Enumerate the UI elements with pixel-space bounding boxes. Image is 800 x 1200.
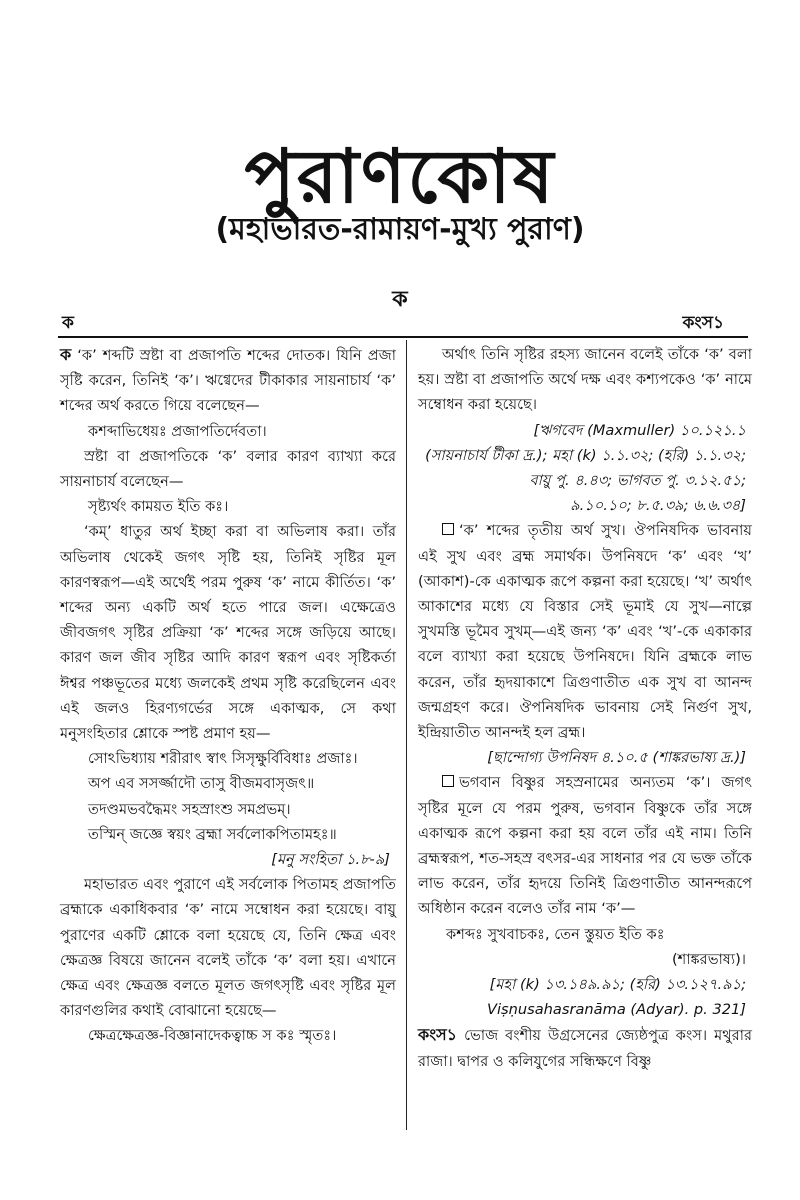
citation-reference: [ঋগবেদ (Maxmuller) ১০.১২১.১ [533,421,746,439]
column-divider [406,340,407,1130]
citation-reference: ৯.১০.১০; ৮.৫.৩৯; ৬.৬.৩৪] [570,497,746,515]
sanskrit-verse: সৃষ্ট্যর্থং কাময়ত ইতি কঃ। [88,498,229,516]
sanskrit-verse: তদণ্ডমভবদ্ধৈমং সহস্রাংশু সমপ্রভম্। [88,800,291,818]
sanskrit-verse: অপ এব সসর্জ্জাদৌ তাসু বীজমবাসৃজৎ॥ [88,775,315,793]
entry-text: ‘ক’ শব্দটি স্রষ্টা বা প্রজাপতি শব্দের দোতক। যিনি প্রজা সৃষ্টি করেন, তিনিই ‘ক’। ঋগ্বেদের টীকাকার সায়নাচার্য ‘ক’ শব্দের অর্থ করতে গিয়ে বলেছেন— [60,347,396,415]
verse-source: (শাঙ্করভাষ্য)। [671,950,746,968]
page-subtitle: (মহাভারত-রামায়ণ-মুখ্য পুরাণ) [215,212,585,247]
entry-paragraph [418,770,752,921]
entry-text: ভগবান বিষ্ণুর সহস্রনামের অন্যতম ‘ক’। জগৎ সৃষ্টির মূলে যে পরম পুরুষ, ভগবান বিষ্ণুকে তাঁর সঙ্গে একাত্মক রূপে কল্পনা করা হয় বলে তাঁর এই নাম। তিনি ব্রহ্মস্বরূপ, শত-সহস্র বৎসর-এর সাধনার পর যে ভক্ত তাঁকে লাভ করেন, তাঁর হৃদয়ে তিনিই ত্রিগুণাতীত আনন্দরূপে অধিষ্ঠান করেন বলেও তাঁর নাম ‘ক’— [418,774,752,918]
square-bullet-icon [442,523,454,535]
body-paragraph: অর্থাৎ তিনি সৃষ্টির রহস্য জানেন বলেই তাঁকে ‘ক’ বলা হয়। স্রষ্টা বা প্রজাপতি অর্থে দক্ষ এবং কশ্যপকেও ‘ক’ নামে সম্বোধন করা হয়েছে। [418,346,752,414]
section-letter: ক [392,287,408,312]
body-paragraph: স্রষ্টা বা প্রজাপতিকে ‘ক’ বলার কারণ ব্যাখ্যা করে সায়নাচার্য বলেছেন— [60,447,396,491]
citation-reference: [মহা (k) ১৩.১৪৯.৯১; (হরি) ১৩.১২৭.৯১; [489,976,746,994]
entry-paragraph [418,518,752,745]
entry-text: ভোজ বংশীয় উগ্রসেনের জ্যেষ্ঠপুত্র কংস। মথুরার রাজা। দ্বাপর ও কলিযুগের সন্ধিক্ষণে বিষ্ণু [418,1027,752,1070]
citation-reference: [ছান্দোগ্য উপনিষদ ৪.১০.৫ (শাঙ্করভাষ্য দ্র.)] [487,749,746,767]
entry-paragraph [60,342,396,419]
citation-reference: (সায়নাচার্য টীকা দ্র.); মহা (k) ১.১.৩২; (হরি) ১.১.৩২; [425,446,746,464]
sanskrit-verse: কশব্দাভিধেয়ঃ প্রজাপতির্দেবতা। [88,422,267,440]
entry-headword: ক [60,345,72,364]
entry-text: ‘ক’ শব্দের তৃতীয় অর্থ সুখ। ঔপনিষদিক ভাবনায় এই সুখ এবং ব্রহ্ম সমার্থক। উপনিষদে ‘ক’ এবং ‘খ’ (আকাশ)-কে একাত্মক রূপে কল্পনা করা হয়েছে। ‘খ’ অর্থাৎ আকাশের মধ্যে যে বিস্তার সেই ভূমাই যে সুখ—নাল্পে সুখমস্তি ভূমৈব সুখম্—এই জন্য ‘ক’ এবং ‘খ’-কে একাকার বলে ব্যাখ্যা করা হয়েছে উপনিষদে। যিনি ব্রহ্মকে লাভ করেন, তাঁর হৃদয়াকাশে ত্রিগুণাতীত এক সুখ বা আনন্দ জন্মগ্রহণ করে। ঔপনিষদিক ভাবনায় সেই নির্গুণ সুখ, ইন্দ্রিয়াতীত আনন্দই হল ব্রহ্ম। [418,522,752,742]
entry-headword: কংস১ [418,1025,458,1045]
right-column [418,342,752,1074]
header-rule [58,336,748,338]
sanskrit-verse: ক্ষেত্রক্ষেত্রজ্ঞ-বিজ্ঞানাদেকত্বাচ্চ স কঃ স্মৃতঃ। [88,1027,337,1045]
body-paragraph: ‘কম্’ ধাতুর অর্থ ইচ্ছা করা বা অভিলাষ করা। তাঁর অভিলাষ থেকেই জগৎ সৃষ্টি হয়, তিনিই সৃষ্টির মূল কারণস্বরূপ—এই অর্থেই পরম পুরুষ ‘ক’ নামে কীর্তিত। ‘ক’ শব্দের অন্য একটি অর্থ হতে পারে জল। এক্ষেত্রেও জীবজগৎ সৃষ্টির প্রক্রিয়া ‘ক’ শব্দের সঙ্গে জড়িয়ে আছে। কারণ জল জীব সৃষ্টির আদি কারণ স্বরূপ এবং সৃষ্টিকর্তা ঈশ্বর পঞ্চভূতের মধ্যে জলকেই প্রথম সৃষ্টি করেছিলেন এবং এই জলও হিরণ্যগর্ভের সঙ্গে একাত্মক, সে কথা মনুসংহিতার শ্লোকে স্পষ্ট প্রমাণ হয়— [60,523,396,743]
sanskrit-verse: তস্মিন্ জজ্ঞে স্বয়ং ব্রহ্মা সর্বলোকপিতামহঃ॥ [88,825,337,843]
running-head-right: কংস১ [682,313,724,333]
entry-paragraph [418,1022,752,1073]
citation-reference: Viṣṇusahasranāma (Adyar). p. 321] [487,1001,746,1019]
running-head-left: ক [62,313,74,333]
page-title: পুরাণকোষ [244,134,556,220]
square-bullet-icon [442,775,454,787]
sanskrit-verse: সোঽভিধ্যায় শরীরাৎ স্বাৎ সিসৃক্ষুর্বিবিধাঃ প্রজাঃ। [88,750,358,768]
sanskrit-verse: কশব্দঃ সুখবাচকঃ, তেন স্তুয়ত ইতি কঃ [446,925,665,943]
citation-reference: [মনু সংহিতা ১.৮-৯] [271,851,390,869]
citation-reference: বায়ু পু. ৪.৪৩; ভাগবত পু. ৩.১২.৫১; [529,472,746,490]
body-paragraph: মহাভারত এবং পুরাণে এই সর্বলোক পিতামহ প্রজাপতি ব্রহ্মাকে একাধিকবার ‘ক’ নামে সম্বোধন করা হয়েছে। বায়ু পুরাণের একটি শ্লোকে বলা হয়েছে যে, তিনি ক্ষেত্র এবং ক্ষেত্রজ্ঞ বিষয়ে জানেন বলেই তাঁকে ‘ক’ বলা হয়। এখানে ক্ষেত্র এবং ক্ষেত্রজ্ঞ বলতে মূলত জগৎসৃষ্টি এবং সৃষ্টির মূল কারণগুলির কথাই বোঝানো হয়েছে— [60,876,396,1020]
left-column [60,342,396,1049]
